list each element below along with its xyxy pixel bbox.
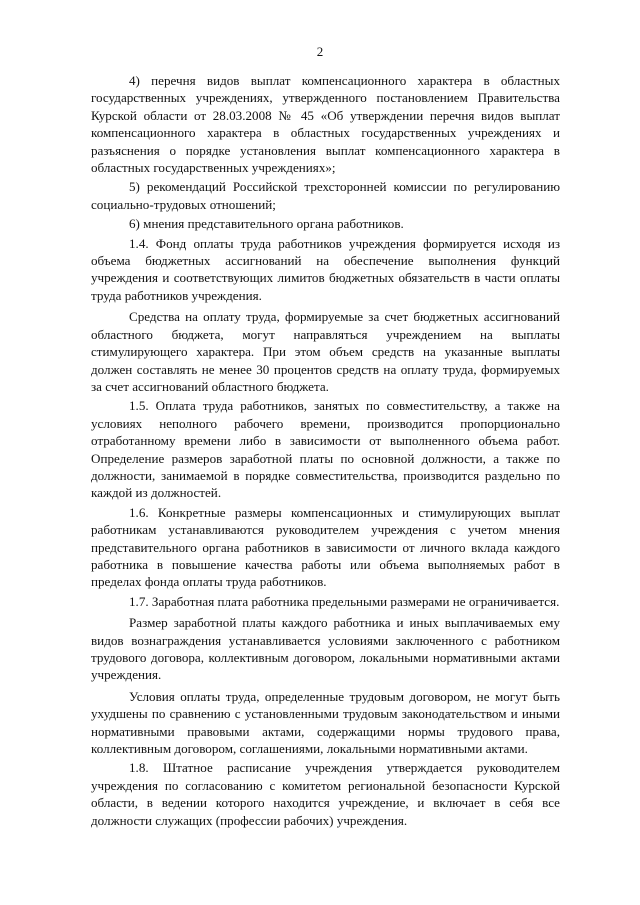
paragraph-pay-conditions: Условия оплаты труда, определенные трудовым договором, не могут быть ухудшены по сравнению с установленными трудовым законодательством и иными нормативными правовыми актами, содержащими нормы трудового права, коллективным договором, соглашениями, локальными нормативными актами. (91, 688, 560, 757)
paragraph-item-5: 5) рекомендаций Российской трехсторонней комиссии по регулированию социально-трудовых отношений; (91, 179, 560, 212)
paragraph-section-1-4: 1.4. Фонд оплаты труда работников учреждения формируется исходя из объема бюджетных ассигнований на обеспечение выполнения функций учреждения и соответствующих лимитов бюджетных обязательств в части оплаты труда работников учреждения. (91, 235, 560, 303)
document-body (91, 72, 560, 831)
paragraph-section-1-6: 1.6. Конкретные размеры компенсационных и стимулирующих выплат работникам устанавливаются руководителем учреждения с учетом мнения представительного органа работников в зависимости от личного вклада каждого работника в повышение качества работы или объема выполняемых работ в пределах фонда оплаты труда работников. (91, 504, 560, 590)
paragraph-section-1-7: 1.7. Заработная плата работника предельными размерами не ограничивается. (129, 593, 560, 609)
paragraph-item-6: 6) мнения представительного органа работников. (129, 216, 404, 232)
paragraph-section-1-5: 1.5. Оплата труда работников, занятых по совместительству, а также на условиях неполного рабочего времени, производится пропорционально отработанному времени либо в зависимости от выполненного объема работ. Определение размеров заработной платы по основной должности, а также по должности, занимаемой в порядке совместительства, производится раздельно по каждой из должностей. (91, 398, 560, 501)
paragraph-section-1-8: 1.8. Штатное расписание учреждения утверждается руководителем учреждения по согласованию с комитетом региональной безопасности Курской области, в ведении которого находится учреждение, и включает в себя все должности служащих (профессии рабочих) учреждения. (91, 760, 560, 828)
paragraph-salary-size: Размер заработной платы каждого работника и иных выплачиваемых ему видов вознаграждения устанавливается условиями заключенного с работником трудового договора, коллективным договором, локальными нормативными актами учреждения. (91, 615, 560, 683)
paragraph-stimulus-funds: Средства на оплату труда, формируемые за счет бюджетных ассигнований областного бюджета, могут направляться учреждением на выплаты стимулирующего характера. При этом объем средств на указанные выплаты должен составлять не менее 30 процентов средств на оплату труда, формируемых за счет ассигнований областного бюджета. (91, 309, 560, 394)
page-number: 2 (316, 44, 324, 59)
paragraph-item-4: 4) перечня видов выплат компенсационного характера в областных государственных учреждениях, утвержденного постановлением Правительства Курской области от 28.03.2008 № 45 «Об утверждении перечня видов выплат компенсационного характера в областных государственных учреждениях и разъяснения о порядке установления выплат компенсационного характера в областных государственных учреждениях»; (91, 73, 560, 176)
